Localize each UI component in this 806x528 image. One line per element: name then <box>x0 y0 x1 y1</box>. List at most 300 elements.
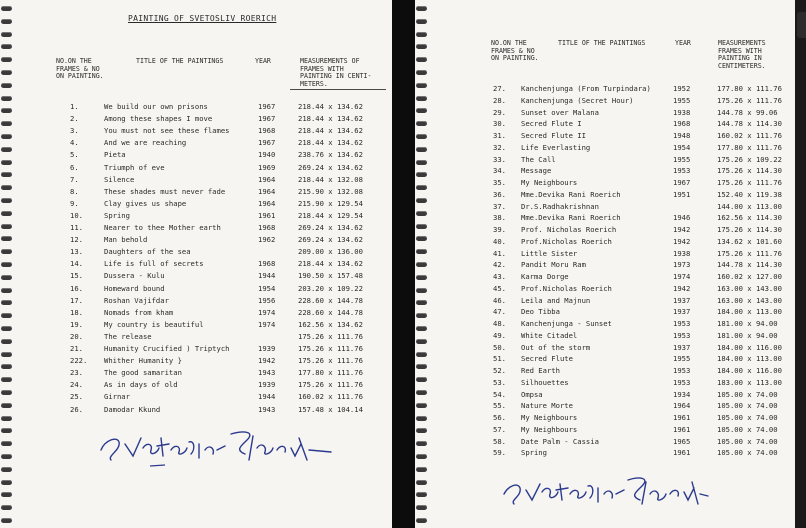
row-title: Among these shapes I move <box>104 114 213 124</box>
row-title: Humanity Crucified ) Triptych <box>104 344 230 353</box>
row-number: 57. <box>493 424 506 434</box>
right-edge <box>795 0 806 528</box>
binding-coil <box>1 505 12 510</box>
signature <box>95 420 335 470</box>
table-row <box>0 354 392 367</box>
row-number: 45. <box>493 283 506 293</box>
row-year: 1954 <box>673 142 691 152</box>
row-measurement: 218.44 x 134.62 <box>298 259 363 269</box>
row-title: My Neighbours <box>521 424 578 434</box>
row-year: 1942 <box>673 225 691 234</box>
row-year: 1951 <box>673 189 691 199</box>
row-measurement: 105.00 x 74.00 <box>717 436 778 446</box>
row-title: Sunset over Malana <box>521 107 599 117</box>
row-title: The good samaritan <box>104 368 182 378</box>
row-year: 1967 <box>258 102 276 111</box>
binding-coil <box>416 518 427 523</box>
row-measurement: 228.60 x 144.78 <box>298 295 363 305</box>
table-row <box>0 148 392 161</box>
row-title: Clay gives us shape <box>104 198 187 208</box>
row-title: Spring <box>104 210 130 220</box>
binding-coil <box>1 96 12 101</box>
row-number: 12. <box>70 235 83 245</box>
binding-coil <box>1 326 12 331</box>
binding-coil <box>1 121 12 126</box>
row-title: My Neighbours <box>521 413 578 422</box>
header-title: TITLE OF THE PAINTINGS <box>136 57 224 65</box>
row-number: 59. <box>493 448 506 458</box>
row-number: 37. <box>493 201 506 211</box>
row-title: Red Earth <box>521 366 560 375</box>
table-row <box>0 233 392 246</box>
table-row <box>0 112 392 125</box>
row-year: 1939 <box>258 344 276 353</box>
binding-coil <box>416 377 427 382</box>
row-number: 35. <box>493 178 506 187</box>
binding-coil <box>416 96 427 101</box>
row-title: Roshan Vajifdar <box>104 295 169 305</box>
row-number: 52. <box>493 366 506 375</box>
row-number: 10. <box>70 210 83 220</box>
row-number: 40. <box>493 236 506 246</box>
binding-coil <box>1 275 12 280</box>
table-row <box>0 136 392 149</box>
table-row <box>0 185 392 198</box>
row-year: 1953 <box>673 330 691 340</box>
row-number: 5. <box>70 150 79 160</box>
table-row <box>0 390 392 403</box>
binding-coil <box>416 416 427 421</box>
row-number: 20. <box>70 331 83 341</box>
binding-coil <box>1 416 12 421</box>
binding-coil <box>416 6 427 11</box>
row-measurement: 105.00 x 74.00 <box>717 424 778 434</box>
binding-coil <box>1 147 12 152</box>
header-underline <box>290 89 386 90</box>
row-number: 15. <box>70 271 83 281</box>
row-year: 1968 <box>258 223 276 232</box>
binding-coil <box>416 185 427 190</box>
table-row <box>0 378 392 391</box>
table-row <box>0 124 392 137</box>
table-row <box>0 257 392 270</box>
row-year: 1968 <box>673 119 691 129</box>
header-year: YEAR <box>255 57 271 65</box>
row-title: White Citadel <box>521 330 578 340</box>
binding-coil <box>416 480 427 485</box>
row-title: Out of the storm <box>521 342 591 352</box>
row-measurement: 184.00 x 113.00 <box>717 307 782 317</box>
row-measurement: 105.00 x 74.00 <box>717 401 778 411</box>
row-title: Prof.Nicholas Roerich <box>521 283 612 293</box>
row-year: 1961 <box>673 424 691 434</box>
row-measurement: 218.44 x 134.62 <box>298 138 363 148</box>
row-title: Spring <box>521 448 547 458</box>
binding-coil <box>1 70 12 75</box>
binding-coil <box>416 83 427 88</box>
row-title: Mme.Devika Rani Roerich <box>521 189 621 199</box>
row-measurement: 184.00 x 116.00 <box>717 342 782 352</box>
table-row <box>0 330 392 343</box>
row-measurement: 175.26 x 111.76 <box>298 331 363 341</box>
row-year: 1954 <box>258 283 276 293</box>
row-year: 1934 <box>673 389 691 399</box>
row-title: Kanchenjunga (From Turpindara) <box>521 84 651 93</box>
binding-coil <box>416 249 427 254</box>
binding-coil <box>416 364 427 369</box>
binding-coil <box>1 185 12 190</box>
row-measurement: 209.00 x 136.00 <box>298 247 363 257</box>
row-title: Life is full of secrets <box>104 259 204 269</box>
row-measurement: 177.80 x 111.76 <box>717 142 782 152</box>
row-year: 1967 <box>258 114 276 124</box>
binding-coil <box>1 467 12 472</box>
row-year: 1942 <box>258 356 276 366</box>
row-measurement: 218.44 x 134.62 <box>298 114 363 124</box>
row-year: 1956 <box>258 295 276 305</box>
binding-coil <box>1 44 12 49</box>
row-year: 1961 <box>673 413 691 422</box>
row-title: Homeward bound <box>104 283 165 293</box>
binding-coil <box>416 441 427 446</box>
row-title: Nature Morte <box>521 401 573 411</box>
row-number: 4. <box>70 138 79 148</box>
row-title: Leila and Majnun <box>521 295 591 305</box>
row-number: 3. <box>70 126 79 136</box>
row-number: 18. <box>70 307 83 317</box>
row-measurement: 215.90 x 129.54 <box>298 198 363 208</box>
binding-coil <box>1 108 12 113</box>
binding-coil <box>1 428 12 433</box>
row-measurement: 162.56 x 114.30 <box>717 213 782 223</box>
row-number: 34. <box>493 166 506 176</box>
row-title: The Call <box>521 154 556 164</box>
binding-coil <box>416 492 427 497</box>
row-measurement: 160.02 x 127.00 <box>717 272 782 281</box>
row-title: Secred Flute I <box>521 119 582 129</box>
row-year: 1944 <box>258 271 276 281</box>
row-title: The release <box>104 331 152 341</box>
binding-coil <box>416 339 427 344</box>
binding-coil <box>416 147 427 152</box>
row-title: Kanchenjunga (Secret Hour) <box>521 95 634 105</box>
row-measurement: 269.24 x 134.62 <box>298 223 363 232</box>
row-title: Secred Flute <box>521 354 573 364</box>
row-measurement: 190.50 x 157.48 <box>298 271 363 281</box>
row-year: 1938 <box>673 107 691 117</box>
row-title: You must not see these flames <box>104 126 230 136</box>
row-year: 1953 <box>673 377 691 387</box>
binding-coil <box>1 352 12 357</box>
row-year: 1955 <box>673 154 691 164</box>
row-measurement: 160.02 x 111.76 <box>717 131 782 140</box>
row-number: 32. <box>493 142 506 152</box>
row-measurement: 177.80 x 111.76 <box>717 84 782 93</box>
left-page <box>0 0 392 528</box>
right-page <box>415 0 795 528</box>
row-number: 54. <box>493 389 506 399</box>
row-title: Silence <box>104 174 135 184</box>
row-year: 1942 <box>673 236 691 246</box>
row-title: Prof. Nicholas Roerich <box>521 225 617 234</box>
row-measurement: 162.56 x 134.62 <box>298 319 363 329</box>
row-measurement: 181.00 x 94.00 <box>717 319 778 328</box>
row-year: 1937 <box>673 307 691 317</box>
row-year: 1974 <box>673 272 691 281</box>
row-title: These shades must never fade <box>104 186 226 196</box>
binding-coil <box>416 403 427 408</box>
row-year: 1967 <box>673 178 691 187</box>
row-measurement: 163.00 x 143.00 <box>717 283 782 293</box>
binding-coil <box>416 172 427 177</box>
binding-coil <box>1 19 12 24</box>
binding-coil <box>416 313 427 318</box>
binding-coil <box>416 262 427 267</box>
row-year: 1953 <box>673 366 691 375</box>
binding-coil <box>416 121 427 126</box>
row-title: Nearer to thee Mother earth <box>104 223 221 232</box>
row-measurement: 228.60 x 144.78 <box>298 307 363 317</box>
row-number: 13. <box>70 247 83 257</box>
row-measurement: 183.00 x 113.00 <box>717 377 782 387</box>
row-year: 1948 <box>673 131 691 140</box>
binding-coil <box>1 441 12 446</box>
table-row <box>0 342 392 355</box>
row-year: 1965 <box>673 436 691 446</box>
row-year: 1969 <box>258 162 276 172</box>
row-title: Karma Dorge <box>521 272 569 281</box>
row-measurement: 175.26 x 111.76 <box>717 95 782 105</box>
row-year: 1964 <box>258 174 276 184</box>
row-measurement: 105.00 x 74.00 <box>717 448 778 458</box>
row-measurement: 218.44 x 134.62 <box>298 102 363 111</box>
row-title: Nomads from kham <box>104 307 174 317</box>
row-number: 41. <box>493 248 506 258</box>
row-title: Secred Flute II <box>521 131 586 140</box>
header-measurements: MEASUREMENTS OF FRAMES WITH PAINTING IN CENTI- METERS. <box>300 57 372 88</box>
row-title: Dussera - Kulu <box>104 271 165 281</box>
row-number: 29. <box>493 107 506 117</box>
binding-coil <box>416 32 427 37</box>
row-number: 43. <box>493 272 506 281</box>
binding-coil <box>416 275 427 280</box>
row-year: 1940 <box>258 150 276 160</box>
table-row <box>0 197 392 210</box>
signature <box>500 470 710 510</box>
row-measurement: 181.00 x 94.00 <box>717 330 778 340</box>
row-measurement: 184.00 x 116.00 <box>717 366 782 375</box>
table-row <box>0 221 392 234</box>
row-measurement: 144.78 x 114.30 <box>717 260 782 270</box>
table-row <box>0 282 392 295</box>
binding-coil <box>1 6 12 11</box>
table-row <box>0 100 392 113</box>
row-year: 1943 <box>258 368 276 378</box>
table-row <box>0 161 392 174</box>
binding-coil <box>416 326 427 331</box>
row-measurement: 160.02 x 111.76 <box>298 392 363 402</box>
row-number: 48. <box>493 319 506 328</box>
binding-coil <box>1 518 12 523</box>
row-title: Triumph of eve <box>104 162 165 172</box>
row-title: Girnar <box>104 392 130 402</box>
header-measurements: MEASUREMENTS FRAMES WITH PAINTING IN CENTIMETERS. <box>718 39 766 70</box>
binding-coil <box>416 108 427 113</box>
row-title: Life Everlasting <box>521 142 591 152</box>
row-measurement: 175.26 x 111.76 <box>717 248 782 258</box>
binding-coil <box>1 480 12 485</box>
binding-coil <box>416 428 427 433</box>
row-title: Man behold <box>104 235 148 245</box>
binding-coil <box>1 224 12 229</box>
row-year: 1952 <box>673 84 691 93</box>
binding-coil <box>1 134 12 139</box>
row-number: 55. <box>493 401 506 411</box>
book-gutter <box>392 0 415 528</box>
row-year: 1961 <box>673 448 691 458</box>
table-row <box>0 318 392 331</box>
binding-coil <box>416 57 427 62</box>
binding-coil <box>416 70 427 75</box>
table-row <box>0 403 392 416</box>
binding-coil <box>416 288 427 293</box>
row-measurement: 175.26 x 111.76 <box>298 380 363 390</box>
row-title: Kanchenjunga - Sunset <box>521 319 612 328</box>
row-number: 31. <box>493 131 506 140</box>
binding-coil <box>1 57 12 62</box>
row-number: 7. <box>70 174 79 184</box>
row-year: 1944 <box>258 392 276 402</box>
binding-coil <box>1 249 12 254</box>
row-measurement: 163.00 x 143.00 <box>717 295 782 305</box>
row-measurement: 175.26 x 109.22 <box>717 154 782 164</box>
row-year: 1964 <box>258 186 276 196</box>
row-year: 1961 <box>258 210 276 220</box>
row-measurement: 215.90 x 132.08 <box>298 186 363 196</box>
row-measurement: 134.62 x 101.60 <box>717 236 782 246</box>
row-title: Ompsa <box>521 389 543 399</box>
row-title: We build our own prisons <box>104 102 208 111</box>
binding-coil <box>1 364 12 369</box>
row-year: 1967 <box>258 138 276 148</box>
row-title: Little Sister <box>521 248 578 258</box>
row-number: 49. <box>493 330 506 340</box>
table-row <box>0 366 392 379</box>
row-number: 14. <box>70 259 83 269</box>
row-number: 33. <box>493 154 506 164</box>
row-title: My country is beautiful <box>104 319 204 329</box>
binding-coil <box>416 352 427 357</box>
row-year: 1937 <box>673 295 691 305</box>
binding-coil <box>1 288 12 293</box>
row-number: 19. <box>70 319 83 329</box>
binding-coil <box>1 83 12 88</box>
row-year: 1937 <box>673 342 691 352</box>
row-measurement: 175.26 x 111.76 <box>298 356 363 366</box>
binding-coil <box>416 236 427 241</box>
header-title: TITLE OF THE PAINTINGS <box>558 39 646 47</box>
row-year: 1955 <box>673 95 691 105</box>
row-measurement: 203.20 x 109.22 <box>298 283 363 293</box>
row-number: 58. <box>493 436 506 446</box>
row-measurement: 144.78 x 114.30 <box>717 119 782 129</box>
table-row <box>0 209 392 222</box>
binding-coil <box>416 300 427 305</box>
binding-coil <box>416 390 427 395</box>
header-number: NO.ON THE FRAMES & NO ON PAINTING. <box>491 39 539 63</box>
row-title: Silhouettes <box>521 377 569 387</box>
binding-coil <box>1 211 12 216</box>
binding-coil <box>1 32 12 37</box>
edge-tab <box>797 12 806 38</box>
header-year: YEAR <box>675 39 691 47</box>
row-number: 24. <box>70 380 83 390</box>
binding-coil <box>1 492 12 497</box>
row-year: 1973 <box>673 260 691 270</box>
row-title: Whither Humanity } <box>104 356 182 366</box>
row-number: 8. <box>70 186 79 196</box>
row-number: 25. <box>70 392 83 402</box>
binding-coil <box>416 198 427 203</box>
row-number: 26. <box>70 404 83 414</box>
row-number: 38. <box>493 213 506 223</box>
row-measurement: 175.26 x 114.30 <box>717 225 782 234</box>
row-year: 1964 <box>258 198 276 208</box>
row-title: Prof.Nicholas Roerich <box>521 236 612 246</box>
row-year: 1946 <box>673 213 691 223</box>
row-measurement: 184.00 x 113.00 <box>717 354 782 364</box>
row-measurement: 105.00 x 74.00 <box>717 389 778 399</box>
binding-coil <box>1 172 12 177</box>
row-measurement: 238.76 x 134.62 <box>298 150 363 160</box>
row-year: 1953 <box>673 319 691 328</box>
row-measurement: 269.24 x 134.62 <box>298 162 363 172</box>
row-number: 222. <box>70 356 88 366</box>
row-year: 1953 <box>673 166 691 176</box>
row-year: 1968 <box>258 126 276 136</box>
row-number: 16. <box>70 283 83 293</box>
row-title: Date Palm - Cassia <box>521 436 599 446</box>
row-number: 27. <box>493 84 506 93</box>
row-title: Deo Tibba <box>521 307 560 317</box>
row-year: 1942 <box>673 283 691 293</box>
row-number: 21. <box>70 344 83 353</box>
binding-coil <box>416 454 427 459</box>
row-measurement: 218.44 x 132.08 <box>298 174 363 184</box>
row-number: 30. <box>493 119 506 129</box>
row-year: 1943 <box>258 404 276 414</box>
row-measurement: 175.26 x 114.30 <box>717 166 782 176</box>
row-measurement: 175.26 x 111.76 <box>717 178 782 187</box>
row-year: 1955 <box>673 354 691 364</box>
row-number: 17. <box>70 295 83 305</box>
row-title: As in days of old <box>104 380 178 390</box>
row-measurement: 144.78 x 99.06 <box>717 107 778 117</box>
binding-coil <box>416 160 427 165</box>
binding-coil <box>1 313 12 318</box>
binding-coil <box>1 198 12 203</box>
row-number: 36. <box>493 189 506 199</box>
header-number: NO.ON THE FRAMES & NO ON PAINTING. <box>56 57 104 81</box>
row-title: Pieta <box>104 150 126 160</box>
table-row <box>0 306 392 319</box>
row-year: 1968 <box>258 259 276 269</box>
row-title: My Neighbours <box>521 178 578 187</box>
row-year: 1938 <box>673 248 691 258</box>
row-title: Message <box>521 166 552 176</box>
table-row <box>415 446 795 459</box>
row-title: Mme.Devika Rani Roerich <box>521 213 621 223</box>
